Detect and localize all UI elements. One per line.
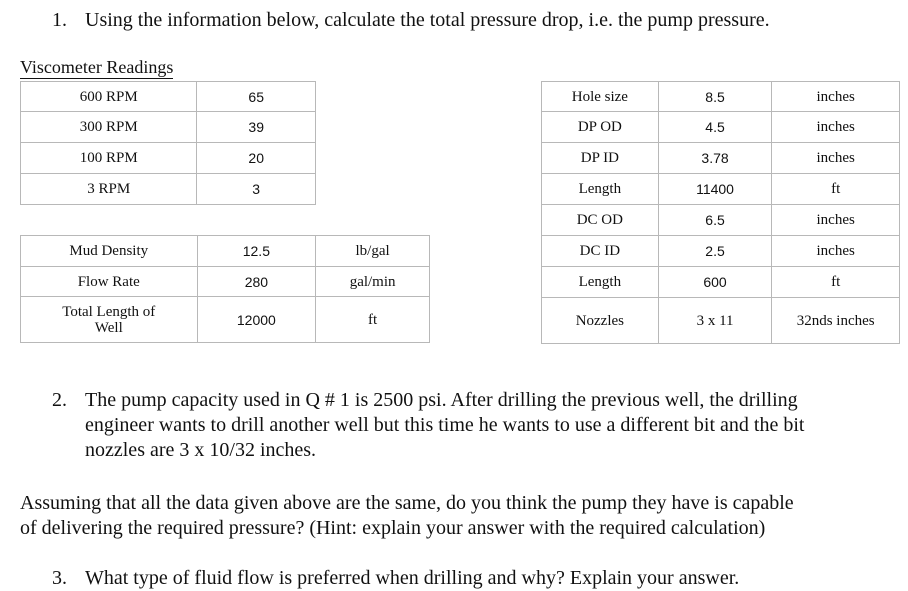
geometry-unit: 32nds inches [772, 298, 900, 344]
geometry-value: 3.78 [658, 143, 772, 174]
mud-value: 280 [197, 267, 316, 297]
geometry-unit: ft [772, 267, 900, 298]
question-2-text [85, 388, 804, 463]
table-row [542, 174, 900, 205]
mud-properties-table [20, 235, 430, 343]
assumption-line: Assuming that all the data given above are the same, do you think the pump they have is capable [20, 492, 794, 514]
geometry-label: DP ID [542, 143, 659, 174]
geometry-unit: inches [772, 143, 900, 174]
table-row [542, 298, 900, 344]
mud-label-line: Total Length of [62, 303, 156, 320]
geometry-value: 4.5 [658, 112, 772, 143]
question-1-text: Using the information below, calculate the total pressure drop, i.e. the pump pressure. [85, 9, 770, 31]
mud-unit: lb/gal [316, 236, 430, 267]
question-2-line: The pump capacity used in Q # 1 is 2500 psi. After drilling the previous well, the drilling [85, 389, 798, 411]
mud-label: Flow Rate [21, 267, 198, 297]
table-row [542, 82, 900, 112]
geometry-label: Nozzles [542, 298, 659, 344]
table-row [542, 267, 900, 298]
viscometer-label: 600 RPM [21, 82, 197, 112]
viscometer-label: 100 RPM [21, 143, 197, 174]
geometry-unit: inches [772, 236, 900, 267]
geometry-value: 8.5 [658, 82, 772, 112]
question-3-text: What type of fluid flow is preferred when drilling and why? Explain your answer. [85, 567, 740, 589]
table-row [21, 267, 430, 297]
geometry-label: Hole size [542, 82, 659, 112]
question-2-number: 2. [52, 389, 67, 411]
geometry-unit: inches [772, 82, 900, 112]
question-2-line: engineer wants to drill another well but this time he wants to use a different bit and the bit [85, 414, 805, 436]
table-row [542, 143, 900, 174]
geometry-label: DC OD [542, 205, 659, 236]
viscometer-label: 3 RPM [21, 174, 197, 205]
geometry-label: Length [542, 174, 659, 205]
viscometer-label: 300 RPM [21, 112, 197, 143]
geometry-value: 6.5 [658, 205, 772, 236]
mud-label: Mud Density [21, 236, 198, 267]
mud-value: 12000 [197, 297, 316, 343]
mud-value: 12.5 [197, 236, 316, 267]
viscometer-value: 65 [197, 82, 316, 112]
viscometer-value: 3 [197, 174, 316, 205]
question-2-line: nozzles are 3 x 10/32 inches. [85, 439, 317, 461]
table-row [21, 82, 316, 112]
mud-unit: gal/min [316, 267, 430, 297]
assumption-paragraph [20, 491, 904, 541]
mud-label [21, 297, 198, 343]
geometry-unit: ft [772, 174, 900, 205]
table-row [21, 297, 430, 343]
geometry-label: Length [542, 267, 659, 298]
viscometer-value: 39 [197, 112, 316, 143]
table-row [542, 205, 900, 236]
question-3-number: 3. [52, 567, 67, 589]
viscometer-table [20, 81, 316, 205]
well-geometry-table [541, 81, 900, 344]
mud-label-line: Well [94, 319, 123, 336]
table-row [21, 143, 316, 174]
table-row [542, 112, 900, 143]
question-1 [52, 8, 892, 34]
geometry-value: 11400 [658, 174, 772, 205]
question-2 [52, 388, 902, 466]
assumption-line: of delivering the required pressure? (Hint: explain your answer with the required calculation) [20, 517, 766, 539]
table-row [542, 236, 900, 267]
mud-unit: ft [316, 297, 430, 343]
question-1-number: 1. [52, 9, 67, 31]
geometry-label: DC ID [542, 236, 659, 267]
table-row [21, 112, 316, 143]
question-3 [52, 566, 892, 588]
geometry-unit: inches [772, 112, 900, 143]
geometry-value: 600 [658, 267, 772, 298]
viscometer-title: Viscometer Readings [20, 57, 174, 77]
viscometer-value: 20 [197, 143, 316, 174]
geometry-value: 3 x 11 [658, 298, 772, 344]
geometry-label: DP OD [542, 112, 659, 143]
table-row [21, 174, 316, 205]
geometry-value: 2.5 [658, 236, 772, 267]
table-row [21, 236, 430, 267]
geometry-unit: inches [772, 205, 900, 236]
